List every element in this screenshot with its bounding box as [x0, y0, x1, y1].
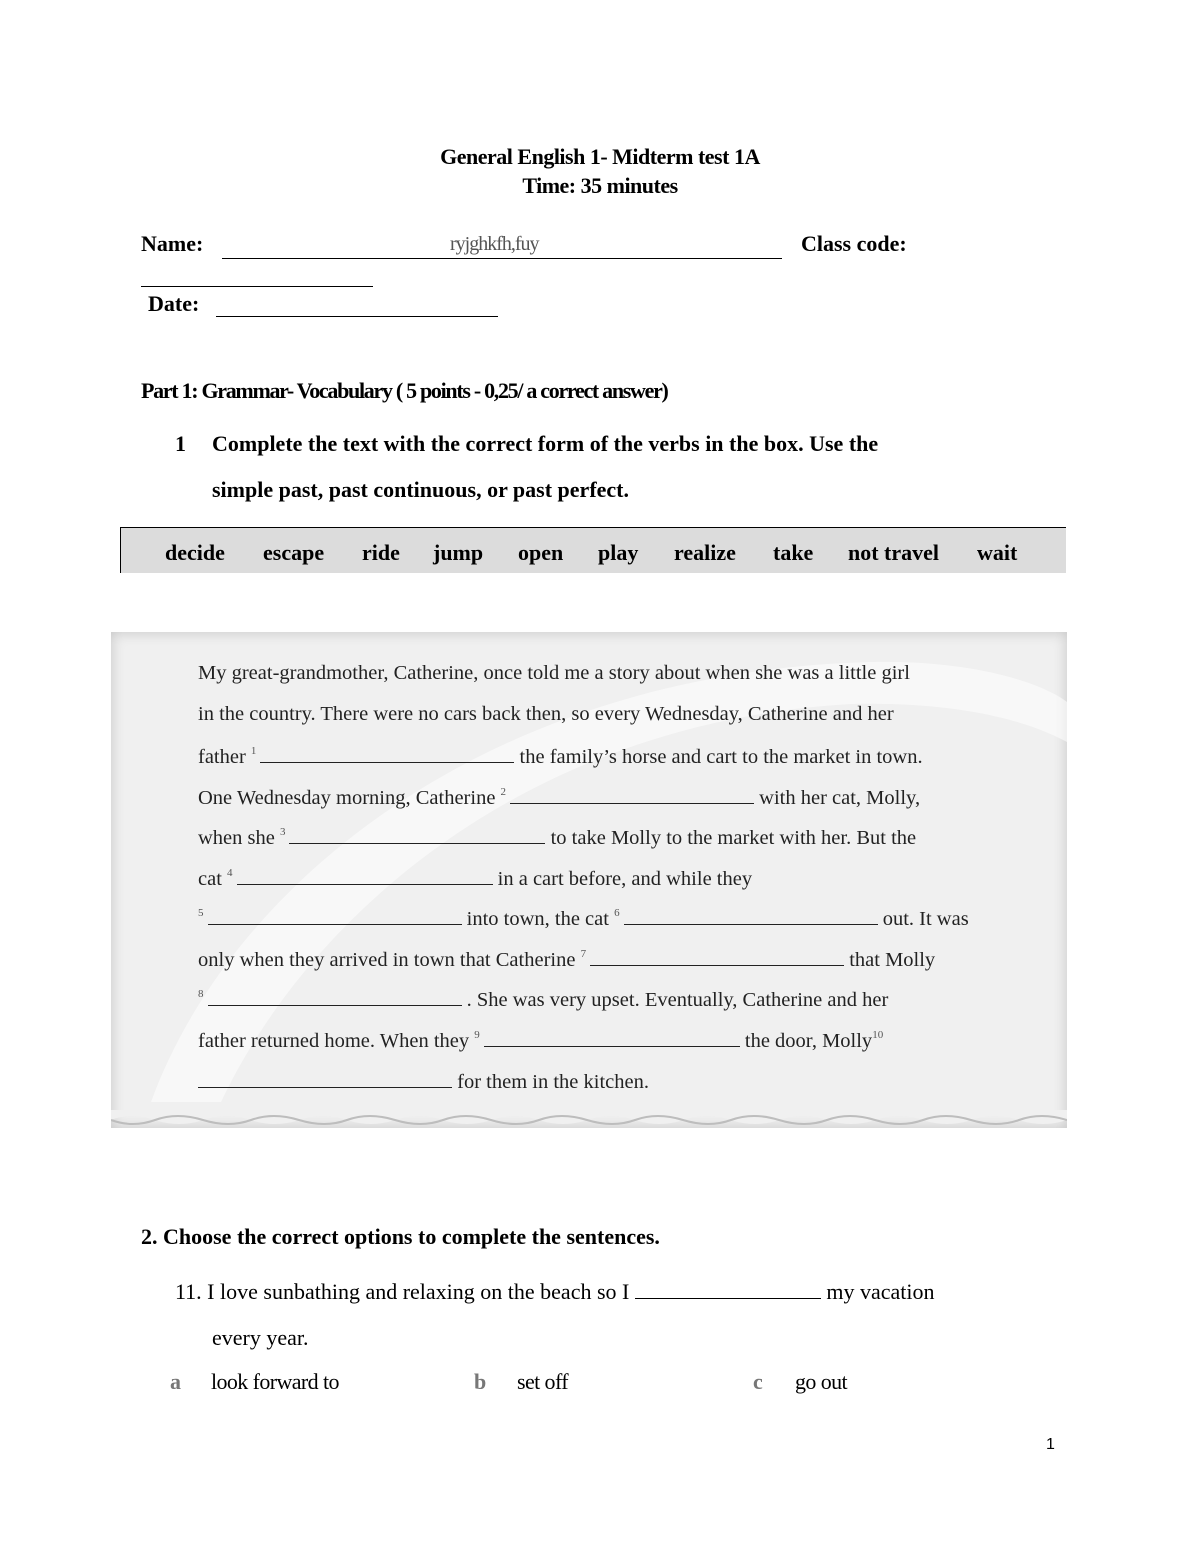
paper-wavy-edge [111, 1110, 1067, 1134]
word-box-item: wait [977, 540, 1018, 565]
question-11-text: 11. I love sunbathing and relaxing on the beach so I my vacation [175, 1279, 935, 1304]
word-box-item: decide [165, 540, 225, 565]
blank-number: 7 [580, 948, 587, 960]
blank-number: 2 [500, 786, 507, 798]
answer-blank-6[interactable] [624, 906, 878, 925]
test-time: Time: 35 minutes [522, 173, 678, 198]
blank-number: 10 [872, 1029, 884, 1041]
option-letter-b: b [474, 1369, 487, 1394]
story-line: $^8$ . She was very upset. Eventually, Catherine and her [198, 988, 889, 1011]
answer-blank-1[interactable] [260, 744, 514, 763]
word-box-item: open [518, 540, 564, 565]
blank-number: 6 [614, 907, 620, 919]
word-box-item: play [598, 540, 639, 565]
answer-blank-7[interactable] [590, 947, 844, 966]
exercise1-instruction-line2: simple past, past continuous, or past perfect. [212, 477, 630, 502]
date-label: Date: [148, 291, 200, 316]
answer-blank-5[interactable] [208, 906, 462, 925]
exercise1-number: 1 [175, 431, 186, 456]
answer-blank-2[interactable] [510, 785, 754, 804]
answer-blank-9[interactable] [484, 1028, 740, 1047]
story-line: $^5$ into town, the cat $^6$ out. It was [198, 907, 969, 930]
test-title: General English 1- Midterm test 1A [440, 144, 760, 169]
story-line: father $^1$ the family’s horse and cart to the market in town. [198, 745, 923, 768]
blank-number: 9 [474, 1029, 480, 1041]
name-value[interactable]: ryjghkfh,fuy [450, 233, 539, 255]
word-box [120, 527, 1066, 573]
part1-heading: Part 1: Grammar- Vocabulary ( 5 points - 0,25/ a correct answer) [141, 378, 668, 403]
question-11-continuation: every year. [212, 1325, 309, 1350]
word-box-item: ride [362, 540, 400, 565]
page-number: 1 [1046, 1436, 1055, 1453]
blank-number: 5 [198, 907, 204, 919]
story-line: for them in the kitchen. [198, 1069, 649, 1094]
class-code-field-line[interactable] [141, 286, 373, 287]
story-line: when she $^3$ to take Molly to the market with her. But the [198, 826, 917, 849]
option-a[interactable]: look forward to [211, 1369, 339, 1394]
blank-number: 4 [227, 867, 233, 879]
blank-number: 3 [279, 826, 286, 838]
answer-blank-10[interactable] [198, 1069, 452, 1088]
exercise2-heading: 2. Choose the correct options to complete the sentences. [141, 1224, 660, 1249]
class-code-label: Class code: [801, 231, 907, 256]
answer-blank-8[interactable] [208, 987, 462, 1006]
word-box-item: escape [263, 540, 325, 565]
blank-number: 1 [250, 745, 257, 757]
story-line: One Wednesday morning, Catherine $^2$ with her cat, Molly, [198, 786, 921, 809]
answer-blank-11[interactable] [635, 1280, 821, 1299]
date-field-line[interactable] [216, 316, 498, 317]
story-line: cat $^4$ in a cart before, and while they [198, 867, 753, 890]
answer-blank-3[interactable] [289, 825, 545, 844]
word-box-item: not travel [848, 540, 940, 565]
option-letter-c: c [753, 1369, 763, 1394]
option-b[interactable]: set off [517, 1369, 568, 1394]
exercise1-instruction-line1: Complete the text with the correct form of the verbs in the box. Use the [212, 431, 879, 456]
word-box-item: jump [433, 540, 484, 565]
name-field-line[interactable] [222, 258, 782, 259]
story-line: father returned home. When they $^9$ the door, Molly$^{10}$ [198, 1029, 884, 1052]
name-label: Name: [141, 231, 204, 256]
answer-blank-4[interactable] [237, 866, 493, 885]
word-box-item: realize [674, 540, 736, 565]
story-line: only when they arrived in town that Catherine $^7$ that Molly [198, 948, 936, 971]
option-letter-a: a [170, 1369, 181, 1394]
blank-number: 8 [198, 988, 204, 1000]
option-c[interactable]: go out [795, 1369, 848, 1394]
story-line: My great-grandmother, Catherine, once told me a story about when she was a little girl [198, 662, 910, 684]
word-box-item: take [773, 540, 814, 565]
story-line: in the country. There were no cars back then, so every Wednesday, Catherine and her [198, 703, 894, 725]
